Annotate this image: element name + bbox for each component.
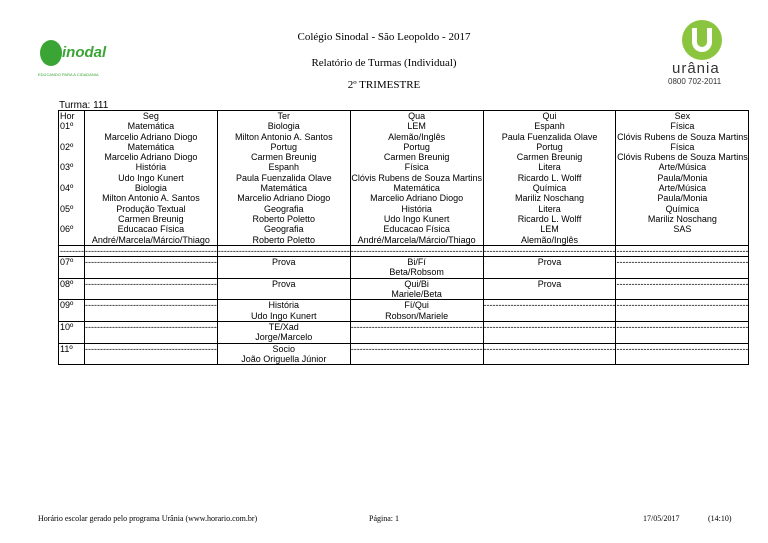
cell-teacher: Marcelio Adriano Diogo <box>370 193 464 204</box>
cell-teacher: Clóvis Rubens de Souza Martins <box>617 131 748 142</box>
schedule-row <box>59 257 749 279</box>
period-label: 08º <box>59 278 85 300</box>
schedule-cell-ter <box>217 321 350 343</box>
cell-teacher: Roberto Poletto <box>252 234 316 245</box>
cell-subject: Fí/Qui <box>404 300 429 311</box>
cell-subject: Portug <box>403 141 430 152</box>
cell-teacher: Ricardo L. Wolff <box>517 213 582 224</box>
schedule-cell-qui <box>483 142 616 163</box>
cell-subject: Matemática <box>127 141 175 152</box>
cell-subject: Prova <box>537 278 562 289</box>
schedule-cell-ter <box>217 245 350 256</box>
cell-teacher: Alemão/Inglês <box>388 131 446 142</box>
cell-subject: Prova <box>537 257 562 268</box>
cell-subject: Matemática <box>393 183 440 194</box>
cell-subject: Arte/Música <box>658 162 707 173</box>
cell-teacher: Carmen Breunig <box>383 152 450 163</box>
schedule-row <box>59 204 749 225</box>
schedule-cell-sex <box>616 183 749 204</box>
cell-subject: Portug <box>270 141 298 152</box>
cell-subject: Educacao Física <box>383 224 450 235</box>
schedule-table <box>58 110 749 365</box>
cell-subject: TE/Xad <box>268 321 299 332</box>
cell-subject: Física <box>670 121 695 132</box>
schedule-row <box>59 321 749 343</box>
cell-subject: Espanh <box>268 162 300 173</box>
cell-subject: Espanh <box>534 121 565 132</box>
schedule-cell-qui <box>483 278 616 300</box>
schedule-cell-qua <box>350 245 483 256</box>
schedule-row <box>59 224 749 245</box>
schedule-cell-ter <box>217 224 350 245</box>
cell-teacher: Robson/Mariele <box>385 310 449 321</box>
cell-teacher: Alemão/Inglês <box>521 234 579 245</box>
schedule-cell-ter <box>217 343 350 365</box>
cell-teacher: Marcelio Adriano Diogo <box>104 152 198 163</box>
schedule-body <box>59 121 749 364</box>
cell-subject: -------------------------------------------- <box>616 300 749 311</box>
schedule-cell-ter <box>217 121 350 142</box>
schedule-cell-qui <box>483 183 616 204</box>
cell-subject: Física <box>404 162 429 173</box>
period-label: 04º <box>59 183 85 204</box>
cell-subject: -------------------------------------------- <box>616 278 749 289</box>
sinodal-logo-tagline: EDUCANDO PARA A CIDADANIA <box>38 72 99 77</box>
schedule-cell-qua <box>350 204 483 225</box>
cell-teacher: Clóvis Rubens de Souza Martins <box>351 172 482 183</box>
schedule-cell-ter <box>217 142 350 163</box>
schedule-cell-qui <box>483 162 616 183</box>
schedule-cell-sex <box>616 343 749 365</box>
schedule-cell-seg <box>84 321 217 343</box>
cell-subject: -------------------------------------------- <box>84 278 217 289</box>
col-header-ter: Ter <box>217 111 350 122</box>
schedule-cell-qua <box>350 300 483 322</box>
schedule-cell-ter <box>217 257 350 279</box>
cell-teacher: Mariele/Beta <box>391 289 442 300</box>
cell-subject: -------------------------------------------- <box>350 321 483 332</box>
schedule-row <box>59 162 749 183</box>
cell-subject: -------------------------------------------- <box>483 300 616 311</box>
schedule-cell-qui <box>483 245 616 256</box>
cell-teacher: Udo Ingo Kunert <box>251 310 317 321</box>
report-title: Colégio Sinodal - São Leopoldo - 2017 <box>297 31 471 43</box>
cell-subject: -------------------------------------------- <box>616 257 749 268</box>
footer-time: (14:10) <box>708 514 732 523</box>
schedule-cell-ter <box>217 183 350 204</box>
cell-subject: SAS <box>673 224 692 235</box>
period-label: 07º <box>59 257 85 279</box>
period-label: 09º <box>59 300 85 322</box>
cell-teacher: Paula/Monia <box>657 172 708 183</box>
cell-subject: Matemática <box>260 183 308 194</box>
schedule-cell-qui <box>483 257 616 279</box>
footer-page: Página: 1 <box>369 514 399 523</box>
schedule-cell-qua <box>350 121 483 142</box>
schedule-cell-qua <box>350 343 483 365</box>
schedule-cell-ter <box>217 204 350 225</box>
schedule-cell-qui <box>483 343 616 365</box>
schedule-cell-sex <box>616 278 749 300</box>
cell-teacher: Milton Antonio A. Santos <box>235 131 333 142</box>
cell-subject: Produção Textual <box>116 203 186 214</box>
schedule-cell-sex <box>616 300 749 322</box>
schedule-row <box>59 121 749 142</box>
schedule-cell-ter <box>217 278 350 300</box>
cell-subject: Biologia <box>134 183 167 194</box>
cell-teacher: Roberto Poletto <box>252 213 316 224</box>
schedule-row <box>59 183 749 204</box>
schedule-cell-seg <box>84 162 217 183</box>
schedule-cell-qua <box>350 321 483 343</box>
cell-teacher: Udo Ingo Kunert <box>118 172 184 183</box>
cell-teacher: João Origuella Júnior <box>241 353 327 364</box>
period-label: 10º <box>59 321 85 343</box>
period-label: 03º <box>59 162 85 183</box>
urania-logo-phone: 0800 702-2011 <box>668 77 722 86</box>
cell-subject: -------------------------------------------- <box>350 343 483 354</box>
schedule-cell-sex <box>616 121 749 142</box>
schedule-cell-sex <box>616 162 749 183</box>
cell-teacher: Milton Antonio A. Santos <box>102 193 200 204</box>
schedule-cell-qui <box>483 224 616 245</box>
schedule-cell-seg <box>84 204 217 225</box>
cell-subject: -------------------------------------------- <box>616 245 749 256</box>
cell-teacher: Paula/Monia <box>657 193 708 204</box>
schedule-cell-qua <box>350 142 483 163</box>
class-label: Turma: 111 <box>59 100 109 111</box>
cell-teacher: Carmen Breunig <box>516 152 583 163</box>
cell-subject: História <box>268 300 300 311</box>
cell-teacher: Marcelio Adriano Diogo <box>237 193 331 204</box>
schedule-cell-qui <box>483 121 616 142</box>
schedule-cell-seg <box>84 257 217 279</box>
cell-subject: Litera <box>538 203 561 214</box>
cell-subject: Prova <box>272 278 296 289</box>
cell-subject: LEM <box>540 224 559 235</box>
cell-teacher: Jorge/Marcelo <box>255 332 313 343</box>
cell-subject: -------------------------------------------- <box>84 300 217 311</box>
cell-subject: Qui/Bi <box>404 278 429 289</box>
schedule-cell-seg <box>84 343 217 365</box>
sinodal-logo-name: Sinodal <box>52 44 107 61</box>
cell-subject: Biologia <box>267 121 300 132</box>
cell-subject: -------------------------------------------- <box>84 245 217 256</box>
schedule-cell-sex <box>616 224 749 245</box>
cell-subject: Educacao Física <box>117 224 185 235</box>
report-term: 2º TRIMESTRE <box>347 79 421 91</box>
cell-subject: Litera <box>538 162 561 173</box>
schedule-cell-ter <box>217 162 350 183</box>
schedule-cell-seg <box>84 224 217 245</box>
schedule-header-row <box>59 111 749 122</box>
schedule-cell-sex <box>616 245 749 256</box>
cell-subject: Arte/Música <box>658 183 707 194</box>
urania-logo <box>668 20 738 84</box>
cell-teacher: Ricardo L. Wolff <box>517 172 582 183</box>
schedule-row <box>59 300 749 322</box>
period-label: 01º <box>59 121 85 142</box>
cell-subject: -------------------------------------------- <box>616 321 749 332</box>
cell-teacher: Paula Fuenzalida Olave <box>236 172 332 183</box>
cell-subject: -------------------------------------------- <box>483 343 616 354</box>
cell-subject: Geografia <box>264 203 304 214</box>
footer-generated-by: Horário escolar gerado pelo programa Urânia (www.horario.com.br) <box>38 514 258 523</box>
schedule-cell-qui <box>483 321 616 343</box>
cell-teacher: Paula Fuenzalida Olave <box>501 131 598 142</box>
period-label: 02º <box>59 142 85 163</box>
cell-subject: Matemática <box>127 121 175 132</box>
cell-teacher: Clóvis Rubens de Souza Martins <box>617 152 748 163</box>
schedule-cell-sex <box>616 257 749 279</box>
footer-date: 17/05/2017 <box>643 514 680 523</box>
schedule-cell-seg <box>84 183 217 204</box>
cell-subject: -------------------------------------------- <box>616 343 749 354</box>
cell-subject: História <box>401 203 432 214</box>
cell-teacher: Carmen Breunig <box>118 213 184 224</box>
urania-logo-name: urânia <box>672 60 720 77</box>
schedule-cell-qua <box>350 224 483 245</box>
cell-subject: Bi/Fí <box>407 257 426 268</box>
cell-teacher: André/Marcela/Márcio/Thiago <box>357 234 476 245</box>
cell-subject: -------------------------------------------- <box>350 245 483 256</box>
schedule-cell-seg <box>84 245 217 256</box>
schedule-cell-qui <box>483 300 616 322</box>
cell-teacher: Udo Ingo Kunert <box>383 213 450 224</box>
cell-subject: Geografia <box>264 224 304 235</box>
cell-subject: -------------------------------------------- <box>84 257 217 268</box>
schedule-cell-qua <box>350 257 483 279</box>
schedule-cell-sex <box>616 321 749 343</box>
schedule-cell-qua <box>350 278 483 300</box>
cell-subject: -------------------------------------------- <box>217 245 350 256</box>
period-label: 05º <box>59 204 85 225</box>
cell-teacher: Mariliz Noschang <box>515 193 585 204</box>
cell-subject: Socio <box>272 343 296 354</box>
cell-teacher: Mariliz Noschang <box>647 213 717 224</box>
schedule-cell-qua <box>350 162 483 183</box>
schedule-cell-qui <box>483 204 616 225</box>
cell-subject: Prova <box>272 257 296 268</box>
schedule-cell-seg <box>84 142 217 163</box>
report-subtitle: Relatório de Turmas (Individual) <box>311 57 457 69</box>
period-label: 11º <box>59 343 85 365</box>
cell-subject: -------------------------------------------- <box>84 343 217 354</box>
col-header-sex: Sex <box>616 111 749 122</box>
col-header-hor: Hor <box>59 111 85 122</box>
cell-subject: Química <box>665 203 700 214</box>
cell-subject: -------------------------------------------- <box>84 321 217 332</box>
period-label: -------- <box>60 245 84 256</box>
cell-teacher: Marcelio Adriano Diogo <box>104 131 198 142</box>
schedule-cell-qua <box>350 183 483 204</box>
cell-teacher: Beta/Robsom <box>389 267 444 278</box>
cell-subject: -------------------------------------------- <box>483 321 616 332</box>
schedule-row <box>59 142 749 163</box>
col-header-qui: Qui <box>483 111 616 122</box>
col-header-seg: Seg <box>84 111 217 122</box>
cell-subject: Física <box>670 141 695 152</box>
period-label: 06º <box>59 224 85 245</box>
cell-subject: História <box>135 162 167 173</box>
cell-subject: -------------------------------------------- <box>483 245 616 256</box>
schedule-cell-sex <box>616 142 749 163</box>
schedule-cell-sex <box>616 204 749 225</box>
schedule-row <box>59 343 749 365</box>
cell-teacher: Carmen Breunig <box>251 152 317 163</box>
schedule-row <box>59 278 749 300</box>
cell-subject: Química <box>532 183 567 194</box>
col-header-qua: Qua <box>350 111 483 122</box>
schedule-row <box>59 245 749 256</box>
schedule-cell-seg <box>84 300 217 322</box>
cell-subject: LEM <box>407 121 426 132</box>
schedule-cell-seg <box>84 121 217 142</box>
cell-subject: Portug <box>536 141 563 152</box>
schedule-cell-ter <box>217 300 350 322</box>
cell-teacher: André/Marcela/Márcio/Thiago <box>91 234 210 245</box>
schedule-cell-seg <box>84 278 217 300</box>
